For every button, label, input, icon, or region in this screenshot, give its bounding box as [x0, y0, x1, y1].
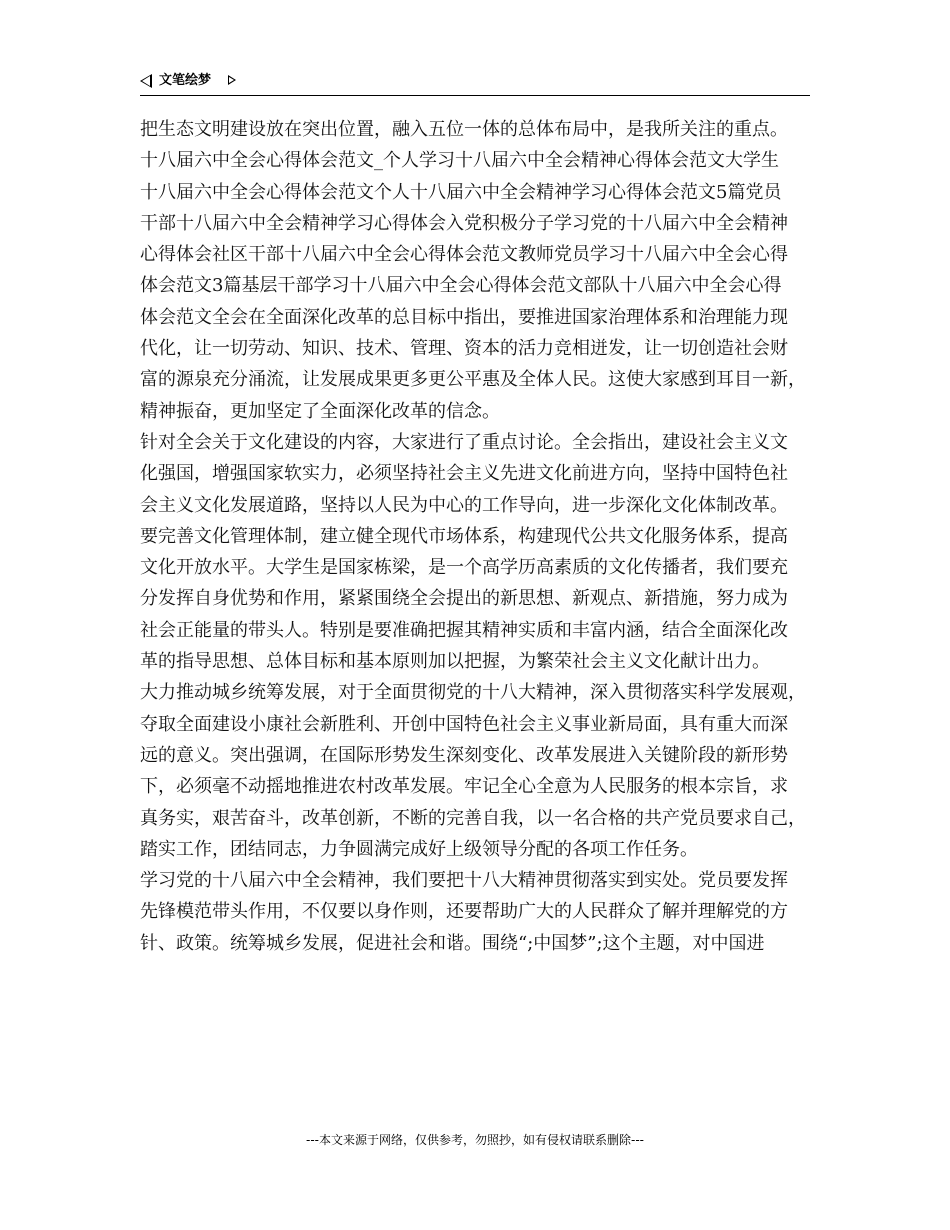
text-line: 把生态文明建设放在突出位置，融入五位一体的总体布局中，是我所关注的重点。: [140, 119, 788, 140]
text-line: 下，必须毫不动摇地推进农村改革发展。牢记全心全意为人民服务的根本宗旨，求: [140, 776, 788, 798]
text-line: 社会正能量的带头人。特别是要准确把握其精神实质和丰富内涵，结合全面深化改: [140, 619, 788, 641]
text-line: 富的源泉充分涌流，让发展成果更多更公平惠及全体人民。这使大家感到耳目一新，: [140, 369, 806, 391]
text-line: 真务实，艰苦奋斗，改革创新，不断的完善自我，以一名合格的共产党员要求自己，: [140, 807, 806, 829]
text-line: 针对全会关于文化建设的内容，大家进行了重点讨论。全会指出，建设社会主义文: [140, 431, 788, 453]
left-triangle-icon: [140, 74, 152, 88]
text-line: 精神振奋，更加坚定了全面深化改革的信念。: [140, 400, 500, 422]
text-line: 踏实工作，团结同志，力争圆满完成好上级领导分配的各项工作任务。: [140, 838, 698, 860]
text-line: 心得体会社区干部十八届六中全会心得体会范文教师党员学习十八届六中全会心得: [140, 244, 788, 266]
text-line: 学习党的十八届六中全会精神，我们要把十八大精神贯彻落实到实处。党员要发挥: [140, 870, 788, 892]
text-line: 干部十八届六中全会精神学习心得体会入党积极分子学习党的十八届六中全会精神: [140, 212, 788, 234]
text-line: 夺取全面建设小康社会新胜利、开创中国特色社会主义事业新局面，具有重大而深: [140, 713, 788, 735]
text-line: 革的指导思想、总体目标和基本原则加以把握，为繁荣社会主义文化献计出力。: [140, 651, 770, 673]
text-line: 要完善文化管理体制，建立健全现代市场体系，构建现代公共文化服务体系，提高: [140, 525, 788, 547]
page-footer: ---本文来源于网络，仅供参考，勿照抄，如有侵权请联系删除---: [306, 1133, 644, 1147]
text-line: 会主义文化发展道路，坚持以人民为中心的工作导向，进一步深化文化体制改革。: [140, 494, 788, 516]
page-header: [140, 70, 810, 96]
text-line: 先锋模范带头作用，不仅要以身作则，还要帮助广大的人民群众了解并理解党的方: [140, 901, 788, 923]
text-line: 体会范文3篇基层干部学习十八届六中全会心得体会范文部队十八届六中全会心得: [140, 275, 782, 297]
text-line: 文化开放水平。大学生是国家栋梁，是一个高学历高素质的文化传播者，我们要充: [140, 557, 788, 579]
text-line: 大力推动城乡统筹发展，对于全面贯彻党的十八大精神，深入贯彻落实科学发展观，: [140, 682, 806, 704]
text-line: 体会范文全会在全面深化改革的总目标中指出，要推进国家治理体系和治理能力现: [140, 306, 788, 328]
text-line: 分发挥自身优势和作用，紧紧围绕全会提出的新思想、新观点、新措施，努力成为: [140, 588, 788, 610]
document-body: [140, 114, 812, 959]
header-brand: 文笔绘梦: [159, 73, 212, 88]
text-line: 远的意义。突出强调，在国际形势发生深刻变化、改革发展进入关键阶段的新形势: [140, 744, 788, 766]
text-line: 化强国，增强国家软实力，必须坚持社会主义先进文化前进方向，坚持中国特色社: [140, 463, 788, 485]
text-line: 代化，让一切劳动、知识、技术、管理、资本的活力竞相迸发，让一切创造社会财: [140, 338, 788, 360]
right-triangle-icon: [228, 75, 236, 85]
text-line: 十八届六中全会心得体会范文_个人学习十八届六中全会精神心得体会范文大学生: [140, 150, 779, 172]
text-line: 针、政策。统筹城乡发展，促进社会和谐。围绕“;中国梦”;这个主题，对中国进: [140, 932, 765, 954]
header-divider: [140, 95, 810, 96]
text-line: 十八届六中全会心得体会范文个人十八届六中全会精神学习心得体会范文5篇党员: [140, 181, 782, 203]
